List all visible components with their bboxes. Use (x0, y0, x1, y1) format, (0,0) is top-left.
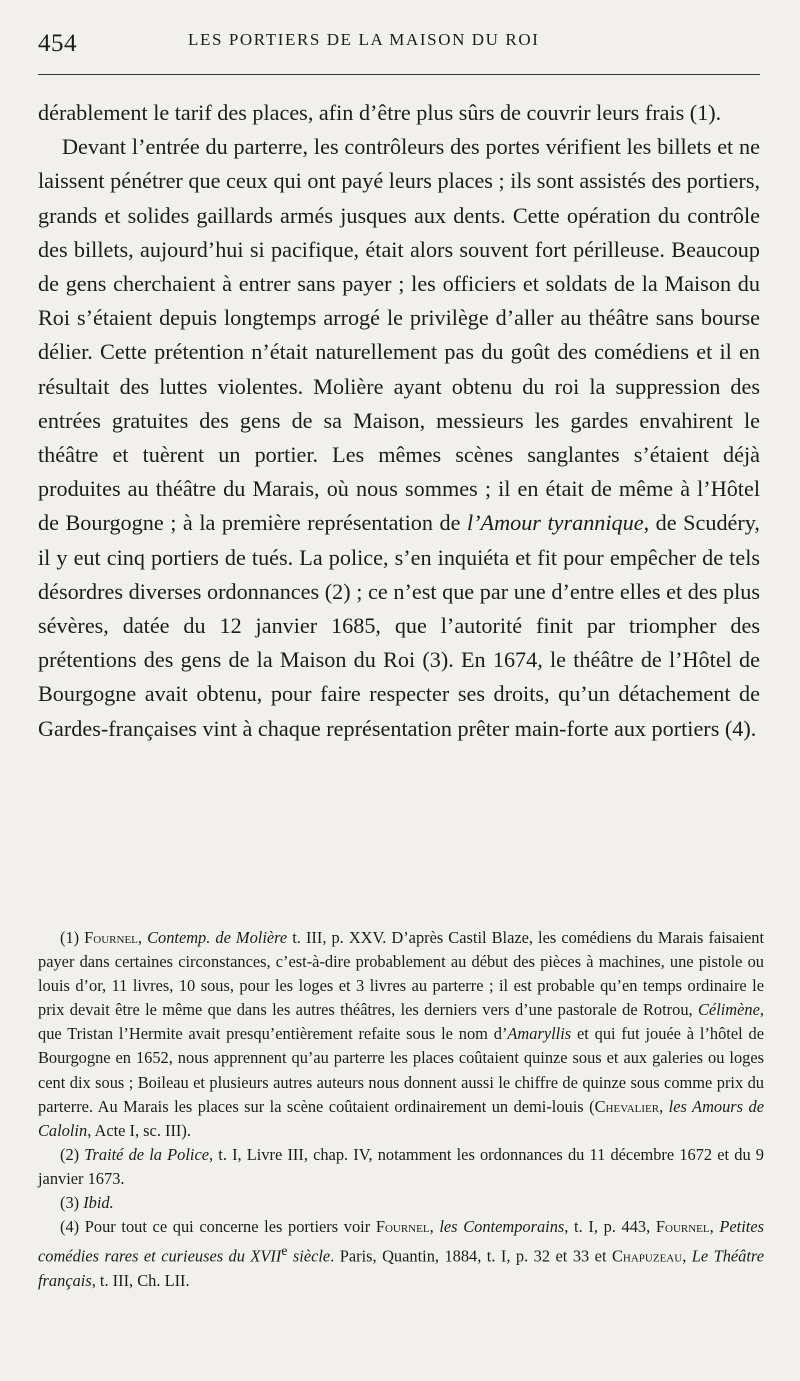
work-title: Traité de la Police (84, 1144, 210, 1164)
footnote-text: (4) Pour tout ce qui concerne les portiers voir (60, 1217, 376, 1237)
play-title: l’Amour tyrannique (466, 510, 644, 536)
footnotes (38, 926, 764, 1293)
footnote-text: , que Tristan l’Hermite avait presqu’entièrement refaite sous le nom d’ (38, 1000, 764, 1044)
page-number: 454 (38, 30, 77, 57)
footnote-number: (2) (60, 1144, 85, 1164)
work-title: Contemp. de Molière (147, 928, 288, 947)
footnote-number: (1) (60, 928, 85, 947)
footnote-3 (38, 1191, 764, 1215)
footnote-text: t. III, p. XXV. D’après Castil Blaze, les comédiens du Marais faisaient payer dans certaines circonstances, c’est-à-dire probablement au début des pièces à machines, une pistole ou louis d’or, 11 livres, 10 sous, pour les loges et 3 livres au parterre ; il est probable qu’en temps ordinaire le prix devait être le même que dans les autres théâtres, les derniers vers d’une pastorale de Rotrou, (38, 928, 764, 1020)
footnote-text: , t. I, Livre III, chap. IV, notamment les ordonnances du 11 décembre 1672 et du 9 janvier 1673. (38, 1144, 764, 1188)
header-rule (38, 74, 760, 75)
work-title: Petites comédies rares et curieuses du XVII (38, 1217, 764, 1266)
work-title: Ibid. (83, 1193, 114, 1213)
paragraph: dérablement le tarif des places, afin d’être plus sûrs de couvrir leurs frais (1). (38, 100, 722, 125)
text-run: Devant l’entrée du parterre, les contrôleurs des portes vérifient les billets et ne laissent pénétrer que ceux qui ont payé leurs places ; ils sont assistés des portiers, grands et solides gaillards armés jusques aux dents. Cette opération du contrôle des billets, aujourd’hui si pacifique, était alors souvent fort périlleuse. Beaucoup de gens cherchaient à entrer sans payer ; les officiers et soldats de la Maison du Roi s’étaient depuis longtemps arrogé le privilège d’aller au théâtre sans bourse délier. Cette prétention n’était naturellement pas du goût des comédiens et il en résultait des luttes violentes. Molière ayant obtenu du roi la suppression des entrées gratuites des gens de sa Maison, messieurs les gardes envahirent le théâtre et tuèrent un portier. Les mêmes scènes sanglantes s’étaient déjà produites au théâtre du Marais, où nous sommes ; il en était de même à l’Hôtel de Bourgogne ; à la première représentation de (38, 134, 760, 536)
footnote-text: . Paris, Quantin, 1884, t. I, p. 32 et 33 et (330, 1246, 612, 1266)
footnote-text: , t. I, p. 443, (564, 1217, 656, 1237)
author: Fournel (655, 1217, 710, 1237)
work-title: Célimène (697, 1000, 760, 1020)
superscript: e (281, 1243, 288, 1259)
author: Fournel (375, 1217, 430, 1237)
separator: , (429, 1217, 440, 1237)
page-header (38, 0, 760, 70)
footnote-4 (38, 1215, 764, 1293)
work-title: les Contemporains (439, 1217, 565, 1237)
author: Chevalier (594, 1096, 660, 1116)
work-title: , les Amours de Calolin (38, 1096, 764, 1140)
paragraph (38, 130, 760, 746)
author: Chapuzeau (611, 1246, 683, 1266)
text-run: , de Scudéry, il y eut cinq portiers de tués. La police, s’en inquiéta et fit pour empêcher de tels désordres diverses ordonnances (2) ; ce n’est que par une d’entre elles et des plus sévères, datée du 12 janvier 1685, que l’autorité finit par triompher des prétentions des gens de la Maison du Roi (3). En 1674, le théâtre de l’Hôtel de Bourgogne avait obtenu, pour faire respecter ses droits, qu’un détachement de Gardes-françaises vint à chaque représentation prêter main-forte aux portiers (4). (38, 510, 760, 741)
separator: , (709, 1217, 720, 1237)
footnote-1 (38, 926, 764, 1143)
footnote-2 (38, 1143, 764, 1191)
work-title: Amaryllis (507, 1024, 572, 1044)
author: Fournel (84, 928, 138, 947)
work-title: siècle (287, 1246, 331, 1266)
running-head: LES PORTIERS DE LA MAISON DU ROI (188, 30, 540, 49)
main-text (38, 96, 760, 746)
work-title: Le Théâtre français (38, 1246, 764, 1290)
footnote-text: , t. III, Ch. LII. (91, 1270, 190, 1290)
footnote-text: et qui fut jouée à l’hôtel de Bourgogne en 1652, nous apprennent qu’au parterre les places coûtaient quinze sous et aux galeries ou loges cent dix sous ; Boileau et plusieurs autres auteurs nous donnent aussi le chiffre de quinze sous comme prix du parterre. Au Marais les places sur la scène coûtaient ordinairement un demi-louis ( (38, 1024, 764, 1116)
footnote-text: , Acte I, sc. III). (87, 1120, 191, 1140)
separator: , (682, 1246, 692, 1266)
footnote-number: (3) (60, 1193, 84, 1213)
separator: , (137, 928, 148, 947)
